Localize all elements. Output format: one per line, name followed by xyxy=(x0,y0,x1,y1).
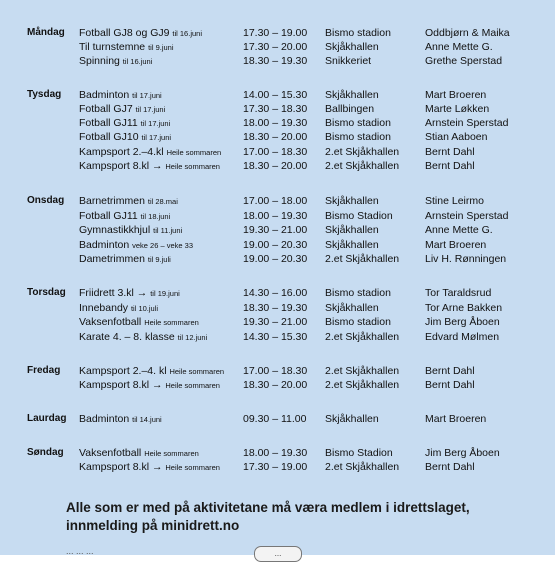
activity-name xyxy=(79,159,220,174)
schedule-row xyxy=(0,145,555,159)
activity-leader: Jim Berg Åboen xyxy=(425,316,500,328)
activity-period: Heile sommaren xyxy=(169,367,225,376)
activity-period: Heile sommaren xyxy=(165,162,220,171)
activity-place: Skjåkhallen xyxy=(325,413,379,425)
activity-title: Badminton xyxy=(79,239,130,251)
activity-place: Bismo Stadion xyxy=(325,447,393,459)
activity-title: Til turnstemne xyxy=(79,41,146,53)
schedule-row xyxy=(0,238,555,252)
activity-title: Fotball GJ8 og GJ9 xyxy=(79,27,170,39)
activity-title: Kampsport 8.kl → xyxy=(79,160,163,172)
activity-name xyxy=(79,102,165,117)
activity-name xyxy=(79,116,170,131)
activity-leader: Bernt Dahl xyxy=(425,461,475,473)
activity-time: 17.30 – 19.00 xyxy=(243,27,308,39)
activity-place: Skjåkhallen xyxy=(325,195,379,207)
activity-time: 19.30 – 21.00 xyxy=(243,316,308,328)
activity-time: 09.30 – 11.00 xyxy=(243,413,307,425)
activity-leader: Bernt Dahl xyxy=(425,146,475,158)
schedule-row xyxy=(0,378,555,392)
activity-leader: Bernt Dahl xyxy=(425,379,475,391)
activity-time: 17.00 – 18.30 xyxy=(243,146,308,158)
activity-leader: Stian Aaboen xyxy=(425,131,488,143)
activity-title: Fotball GJ7 xyxy=(79,103,133,115)
activity-leader: Tor Arne Bakken xyxy=(425,302,503,314)
activity-place: Skjåkhallen xyxy=(325,41,379,53)
activity-time: 18.30 – 19.30 xyxy=(243,302,308,314)
activity-place: Skjåkhallen xyxy=(325,302,379,314)
activity-time: 18.30 – 20.00 xyxy=(243,379,308,391)
activity-time: 14.30 – 15.30 xyxy=(243,331,308,343)
activity-title: Barnetrimmen xyxy=(79,195,145,207)
activity-leader: Mart Broeren xyxy=(425,413,487,425)
schedule-row xyxy=(0,252,555,266)
activity-place: Skjåkhallen xyxy=(325,224,379,236)
activity-period: til 16.juni xyxy=(122,57,153,66)
schedule-row xyxy=(0,102,555,116)
activity-period: til 9.juni xyxy=(148,43,174,52)
schedule-row xyxy=(0,26,555,40)
activity-title: Fotball GJ10 xyxy=(79,131,139,143)
schedule-row xyxy=(0,330,555,344)
activity-time: 19.30 – 21.00 xyxy=(243,224,308,236)
activity-title: Badminton xyxy=(79,89,130,101)
activity-name xyxy=(79,88,162,103)
activity-period: til 17.juni xyxy=(135,105,166,114)
activity-time: 18.00 – 19.30 xyxy=(243,117,308,129)
schedule-row xyxy=(0,315,555,329)
activity-name xyxy=(79,315,199,330)
schedule-row xyxy=(0,40,555,54)
activity-leader: Oddbjørn & Maika xyxy=(425,27,510,39)
schedule-row xyxy=(0,301,555,315)
activity-time: 17.00 – 18.00 xyxy=(243,195,308,207)
activity-time: 18.30 – 19.30 xyxy=(243,55,308,67)
activity-place: Bismo stadion xyxy=(325,316,391,328)
activity-place: Skjåkhallen xyxy=(325,239,379,251)
activity-leader: Marte Løkken xyxy=(425,103,490,115)
activity-leader: Anne Mette G. xyxy=(425,41,493,53)
activity-leader: Edvard Mølmen xyxy=(425,331,500,343)
activity-name xyxy=(79,286,180,301)
schedule-row xyxy=(0,116,555,130)
activity-leader: Bernt Dahl xyxy=(425,160,475,172)
activity-place: 2.et Skjåkhallen xyxy=(325,461,400,473)
activity-place: Bismo stadion xyxy=(325,287,391,299)
activity-leader: Arnstein Sperstad xyxy=(425,117,509,129)
activity-time: 18.00 – 19.30 xyxy=(243,210,308,222)
activity-period: Heile sommaren xyxy=(144,318,199,327)
activity-period: til 17.juni xyxy=(140,119,171,128)
schedule-row xyxy=(0,88,555,102)
activity-leader: Stine Leirmo xyxy=(425,195,484,207)
activity-title: Friidrett 3.kl → xyxy=(79,287,148,299)
day-label: Torsdag xyxy=(27,287,66,298)
activity-title: Kampsport 8.kl → xyxy=(79,379,163,391)
activity-period: veke 26 – veke 33 xyxy=(132,241,194,250)
activity-name xyxy=(79,301,158,316)
activity-leader: Arnstein Sperstad xyxy=(425,210,509,222)
footer-cutoff-text: ... ... ... xyxy=(66,546,94,556)
schedule-row xyxy=(0,54,555,68)
activity-place: 2.et Skjåkhallen xyxy=(325,379,400,391)
notice-line-1: Alle som er med på aktivitetane må væra medlem i idrettslaget, xyxy=(66,500,470,515)
activity-title: Kampsport 8.kl → xyxy=(79,461,163,473)
activity-place: Skjåkhallen xyxy=(325,89,379,101)
activity-time: 18.00 – 19.30 xyxy=(243,447,308,459)
activity-name xyxy=(79,145,221,160)
activity-name xyxy=(79,26,202,41)
activity-place: Bismo Stadion xyxy=(325,210,393,222)
activity-leader: Mart Broeren xyxy=(425,239,487,251)
activity-title: Spinning xyxy=(79,55,120,67)
activity-time: 18.30 – 20.00 xyxy=(243,160,308,172)
activity-name xyxy=(79,209,170,224)
footer-badge: ... xyxy=(254,546,302,562)
activity-name xyxy=(79,460,220,475)
activity-time: 19.00 – 20.30 xyxy=(243,239,308,251)
activity-period: til 17.juni xyxy=(141,133,172,142)
activity-name xyxy=(79,40,174,55)
activity-name xyxy=(79,238,193,253)
activity-name xyxy=(79,54,152,69)
activity-period: til 11.juni xyxy=(153,226,183,235)
activity-time: 17.30 – 20.00 xyxy=(243,41,308,53)
activity-period: Heile sommaren xyxy=(165,463,220,472)
activity-name xyxy=(79,252,171,267)
activity-time: 14.30 – 16.00 xyxy=(243,287,308,299)
activity-time: 17.00 – 18.30 xyxy=(243,365,308,377)
activity-place: 2.et Skjåkhallen xyxy=(325,146,400,158)
activity-time: 17.30 – 18.30 xyxy=(243,103,308,115)
activity-leader: Jim Berg Åboen xyxy=(425,447,500,459)
activity-title: Kampsport 2.–4.kl xyxy=(79,146,164,158)
membership-notice xyxy=(66,499,470,535)
activity-title: Karate 4. – 8. klasse xyxy=(79,331,175,343)
schedule-row xyxy=(0,460,555,474)
activity-name xyxy=(79,223,182,238)
activity-period: til 12.juni xyxy=(177,333,208,342)
activity-title: Gymnastikkhjul xyxy=(79,224,151,236)
activity-name xyxy=(79,412,162,427)
activity-period: Heile sommaren xyxy=(165,381,220,390)
activity-time: 18.30 – 20.00 xyxy=(243,131,308,143)
activity-place: Snikkeriet xyxy=(325,55,372,67)
activity-place: Bismo stadion xyxy=(325,117,391,129)
activity-leader: Grethe Sperstad xyxy=(425,55,503,67)
activity-name xyxy=(79,378,220,393)
day-label: Måndag xyxy=(27,27,65,38)
activity-period: til 28.mai xyxy=(147,197,178,206)
schedule-row xyxy=(0,223,555,237)
activity-name xyxy=(79,194,178,209)
activity-period: Heile sommaren xyxy=(166,148,222,157)
activity-place: Bismo stadion xyxy=(325,27,391,39)
activity-period: Heile sommaren xyxy=(144,449,199,458)
activity-leader: Bernt Dahl xyxy=(425,365,475,377)
schedule-row xyxy=(0,159,555,173)
day-label: Søndag xyxy=(27,447,64,458)
schedule-row xyxy=(0,412,555,426)
activity-place: 2.et Skjåkhallen xyxy=(325,160,400,172)
activity-title: Dametrimmen xyxy=(79,253,145,265)
activity-title: Badminton xyxy=(79,413,130,425)
activity-title: Vaksenfotball xyxy=(79,447,142,459)
day-label: Tysdag xyxy=(27,89,62,100)
day-label: Onsdag xyxy=(27,195,65,206)
activity-place: 2.et Skjåkhallen xyxy=(325,365,400,377)
schedule-row xyxy=(0,194,555,208)
activity-title: Fotball GJ11 xyxy=(79,210,138,222)
schedule-row xyxy=(0,364,555,378)
activity-name xyxy=(79,330,207,345)
activity-title: Innebandy xyxy=(79,302,129,314)
activity-name xyxy=(79,364,224,379)
activity-place: 2.et Skjåkhallen xyxy=(325,253,400,265)
activity-period: til 9.juli xyxy=(147,255,171,264)
schedule-row xyxy=(0,130,555,144)
activity-name xyxy=(79,446,199,461)
activity-period: til 16.juni xyxy=(172,29,202,38)
activity-name xyxy=(79,130,171,145)
activity-period: til 18.juni xyxy=(140,212,171,221)
activity-place: 2.et Skjåkhallen xyxy=(325,331,400,343)
activity-title: Vaksenfotball xyxy=(79,316,142,328)
activity-period: til 14.juni xyxy=(132,415,162,424)
activity-time: 14.00 – 15.30 xyxy=(243,89,308,101)
activity-leader: Liv H. Rønningen xyxy=(425,253,507,265)
day-label: Laurdag xyxy=(27,413,67,424)
activity-period: til 17.juni xyxy=(132,91,162,100)
activity-title: Fotball GJ11 xyxy=(79,117,138,129)
activity-period: til 10.juli xyxy=(130,304,159,313)
activity-period: til 19.juni xyxy=(150,289,180,298)
activity-leader: Mart Broeren xyxy=(425,89,487,101)
schedule-row xyxy=(0,446,555,460)
activity-place: Bismo stadion xyxy=(325,131,391,143)
activity-leader: Anne Mette G. xyxy=(425,224,493,236)
activity-time: 17.30 – 19.00 xyxy=(243,461,308,473)
schedule-row xyxy=(0,209,555,223)
schedule-row xyxy=(0,286,555,300)
activity-time: 19.00 – 20.30 xyxy=(243,253,308,265)
activity-leader: Tor Taraldsrud xyxy=(425,287,492,299)
activity-title: Kampsport 2.–4. kl xyxy=(79,365,167,377)
day-label: Fredag xyxy=(27,365,61,376)
notice-line-2: innmelding på minidrett.no xyxy=(66,518,240,533)
activity-place: Ballbingen xyxy=(325,103,375,115)
